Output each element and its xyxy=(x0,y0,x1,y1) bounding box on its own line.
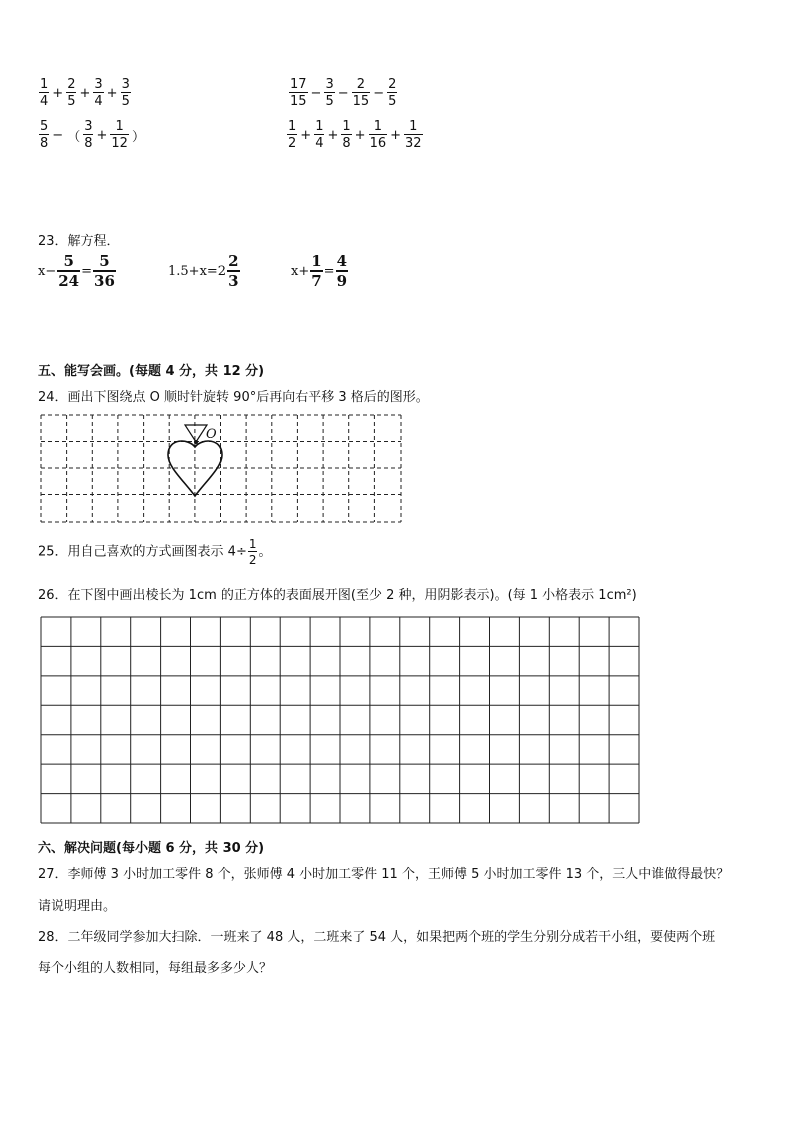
fraction: $\frac{3}{5}$ xyxy=(325,77,334,109)
equation-3: x+ $\frac{1}{7}$ = $\frac{4}{9}$ xyxy=(291,252,348,290)
q25-text: 25．用自己喜欢的方式画图表示 4÷ $\frac{1}{2}$ 。 xyxy=(38,537,272,567)
triangle-shape xyxy=(185,425,207,442)
fraction: $\frac{1}{12}$ xyxy=(111,119,128,151)
fraction: $\frac{1}{4}$ xyxy=(40,77,49,109)
fraction: $\frac{1}{2}$ xyxy=(248,537,257,567)
unfolding-grid[interactable] xyxy=(40,616,640,824)
expression-2: $\frac{17}{15}$ − $\frac{3}{5}$ − $\frac{2}{15}$ − $\frac{2}{5}$ xyxy=(290,77,397,109)
point-o xyxy=(194,440,198,444)
equation-2: 1.5+x=2 $\frac{2}{3}$ xyxy=(168,252,239,290)
expression-3: $\frac{5}{8}$ − （ $\frac{3}{8}$ + $\frac{1}{12}$ ） xyxy=(40,119,145,151)
fraction: $\frac{3}{8}$ xyxy=(84,119,93,151)
fraction: $\frac{5}{36}$ xyxy=(94,252,115,290)
q28-line-2: 每个小组的人数相同，每组最多多少人？ xyxy=(38,961,273,976)
dashed-grid-lines xyxy=(41,415,401,522)
expression-4: $\frac{1}{2}$ + $\frac{1}{4}$ + $\frac{1}{8}$ + $\frac{1}{16}$ + $\frac{1}{32}$ xyxy=(288,119,422,151)
q27-line-2: 请说明理由。 xyxy=(38,899,117,914)
section-5-heading: 五、能写会画。(每题 4 分，共 12 分) xyxy=(38,364,265,379)
q26-text: 26．在下图中画出棱长为 1cm 的正方体的表面展开图(至少 2 种，用阴影表示)。(每 1 小格表示 1cm²) xyxy=(38,588,637,603)
fraction: $\frac{3}{4}$ xyxy=(94,77,103,109)
fraction: $\frac{1}{2}$ xyxy=(288,119,297,151)
fraction: $\frac{5}{24}$ xyxy=(58,252,80,290)
q23-title: 23．解方程． xyxy=(38,234,120,249)
fraction: $\frac{2}{5}$ xyxy=(67,77,76,109)
fraction: $\frac{5}{8}$ xyxy=(40,119,49,151)
fraction: $\frac{2}{3}$ xyxy=(228,252,239,290)
q27-line-1: 27．李师傅 3 小时加工零件 8 个，张师傅 4 小时加工零件 11 个，王师傅 5 小时加工零件 13 个，三人中谁做得最快？ xyxy=(38,867,730,882)
fraction: $\frac{2}{5}$ xyxy=(388,77,397,109)
fraction: $\frac{1}{8}$ xyxy=(342,119,351,151)
rotation-grid xyxy=(40,414,402,524)
equation-1: x− $\frac{5}{24}$ = $\frac{5}{36}$ xyxy=(38,252,115,290)
section-6-heading: 六、解决问题(每小题 6 分，共 30 分) xyxy=(38,841,265,856)
q28-line-1: 28．二年级同学参加大扫除．一班来了 48 人，二班来了 54 人，如果把两个班的学生分别分成若干小组，要使两个班 xyxy=(38,930,716,945)
fraction: $\frac{1}{7}$ xyxy=(311,252,322,290)
q24-text: 24．画出下图绕点 O 顺时针旋转 90°后再向右平移 3 格后的图形。 xyxy=(38,390,429,405)
solid-grid-lines xyxy=(41,617,639,823)
fraction: $\frac{1}{32}$ xyxy=(405,119,422,151)
fraction: $\frac{17}{15}$ xyxy=(290,77,307,109)
fraction: $\frac{1}{4}$ xyxy=(315,119,324,151)
fraction: $\frac{2}{15}$ xyxy=(352,77,370,109)
fraction: $\frac{1}{16}$ xyxy=(369,119,387,151)
point-o-label: O xyxy=(206,427,217,442)
expression-1: $\frac{1}{4}$ + $\frac{2}{5}$ + $\frac{3}{4}$ + $\frac{3}{5}$ xyxy=(40,77,130,109)
fraction: $\frac{3}{5}$ xyxy=(121,77,130,109)
fraction: $\frac{4}{9}$ xyxy=(336,252,348,290)
